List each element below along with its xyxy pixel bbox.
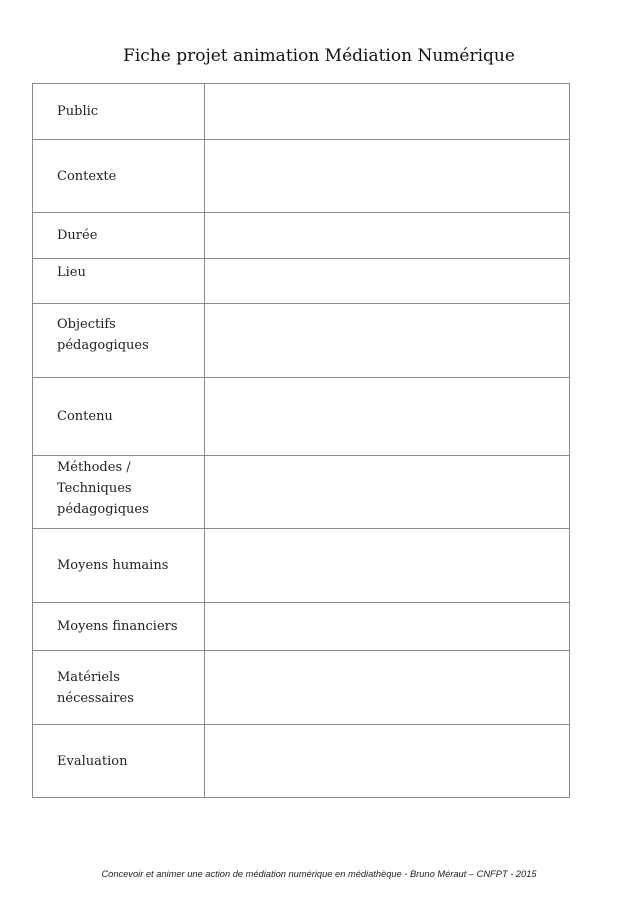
table-row: [33, 651, 570, 725]
row-value-objectifs[interactable]: [205, 304, 570, 378]
row-value-lieu[interactable]: [205, 259, 570, 304]
row-value-methodes[interactable]: [205, 456, 570, 529]
row-label-moyens-humains: Moyens humains: [33, 529, 205, 603]
row-label-objectifs: Objectifs pédagogiques: [33, 304, 205, 378]
page-footer: Concevoir et animer une action de médiation numérique en médiathèque - Bruno Méraut – CNFPT - 2015: [101, 869, 537, 879]
project-form-table: [32, 83, 570, 798]
table-row: [33, 213, 570, 259]
row-value-moyens-financiers[interactable]: [205, 603, 570, 651]
table-row: [33, 603, 570, 651]
row-label-duree: Durée: [33, 213, 205, 259]
row-label-materiels: Matériels nécessaires: [33, 651, 205, 725]
row-label-contexte: Contexte: [33, 140, 205, 213]
table-row: [33, 140, 570, 213]
row-value-contenu[interactable]: [205, 378, 570, 456]
row-label-lieu: Lieu: [33, 259, 205, 304]
table-row: [33, 529, 570, 603]
row-value-evaluation[interactable]: [205, 725, 570, 798]
table-row: [33, 304, 570, 378]
row-value-moyens-humains[interactable]: [205, 529, 570, 603]
row-label-public: Public: [33, 84, 205, 140]
row-value-duree[interactable]: [205, 213, 570, 259]
row-value-contexte[interactable]: [205, 140, 570, 213]
table-row: [33, 378, 570, 456]
row-value-materiels[interactable]: [205, 651, 570, 725]
row-label-evaluation: Evaluation: [33, 725, 205, 798]
table-row: [33, 456, 570, 529]
table-row: [33, 725, 570, 798]
page-title: Fiche projet animation Médiation Numérique: [123, 46, 515, 66]
table-row: [33, 259, 570, 304]
row-label-methodes: Méthodes / Techniques pédagogiques: [33, 456, 205, 529]
row-value-public[interactable]: [205, 84, 570, 140]
table-row: [33, 84, 570, 140]
row-label-moyens-financiers: Moyens financiers: [33, 603, 205, 651]
row-label-contenu: Contenu: [33, 378, 205, 456]
